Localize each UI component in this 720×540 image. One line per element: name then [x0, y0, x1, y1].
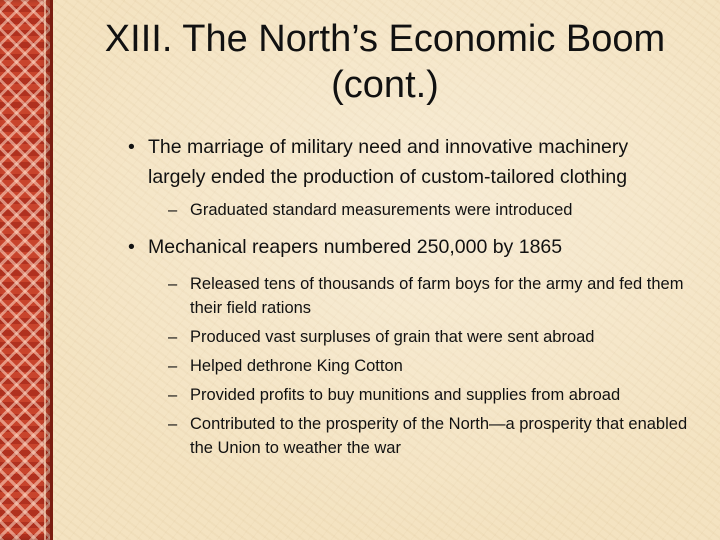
- bullet-text: • Mechanical reapers numbered 250,000 by 1865: [148, 236, 563, 258]
- slide-content: [128, 132, 688, 465]
- slide-title: [60, 16, 710, 108]
- bullet-item: [128, 132, 688, 222]
- sub-bullet-item: – Provided profits to buy munitions and supplies from abroad: [168, 383, 688, 407]
- sub-bullet-list: [168, 198, 688, 222]
- bullet-text: • The marriage of military need and innovative machinery largely ended the production of custom-tailored clothing: [148, 136, 629, 188]
- sub-bullet-item: – Contributed to the prosperity of the North—a prosperity that enabled the Union to weather the war: [168, 412, 688, 460]
- bullet-list: [128, 132, 688, 460]
- decorative-border: [0, 0, 53, 540]
- sub-bullet-list: [168, 272, 688, 460]
- sub-bullet-item: – Graduated standard measurements were introduced: [168, 198, 688, 222]
- sub-bullet-item: – Helped dethrone King Cotton: [168, 354, 688, 378]
- bullet-item: [128, 232, 688, 460]
- sub-bullet-item: – Released tens of thousands of farm boys for the army and fed them their field rations: [168, 272, 688, 320]
- sub-bullet-item: – Produced vast surpluses of grain that were sent abroad: [168, 325, 688, 349]
- title-line-1: XIII. The North’s Economic Boom: [104, 18, 666, 60]
- title-line-2: (cont.): [331, 64, 439, 106]
